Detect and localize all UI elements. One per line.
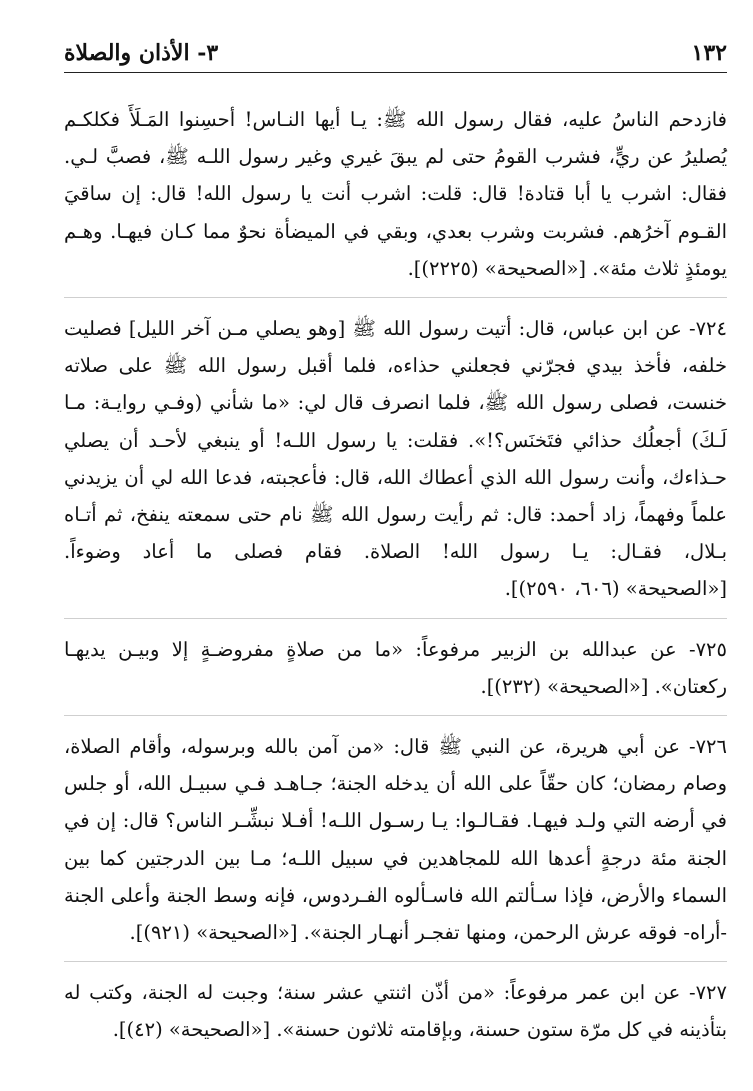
source-reference: [«الصحيحة» (٦٠٦، ٢٥٩٠)]. (504, 577, 727, 601)
hadith-724 (64, 310, 727, 619)
paragraph-body: فازدحم الناسُ عليه، فقال رسول الله ﷺ: يـا أيها النـاس! أحسِنوا المَـلَأَ فكلكـم يُصليرُ عن ريٍّ، فشرب القومُ حتى لم يبقَ غيري وغير رسول اللـه ﷺ، فصبَّ لـي. فقال: اشرب يا أبا قتادة! قال: قلت: اشرب أنت يا رسول الله! قال: إن ساقيَ القـوم آخرُهم. فشربت وشرب بعدي، وبقي في الميضأة نحوٌ مما كـان فيهـا. وهـم يومئذٍ ثلاث مئة». (64, 108, 727, 280)
book-page (64, 40, 727, 1071)
running-header (64, 40, 727, 73)
hadith-725 (64, 631, 727, 716)
paragraph-body: ٧٢٧- عن ابن عمر مرفوعاً: «من أذّن اثنتي عشر سنة؛ وجبت له الجنة، وكتب له بتأذينه في كل مرّة ستون حسنة، وبإقامته ثلاثون حسنة». (64, 981, 727, 1042)
paragraph-body: ٧٢٦- عن أبي هريرة، عن النبي ﷺ قال: «من آمن بالله وبرسوله، وأقام الصلاة، وصام رمضان؛ كان حقّاً على الله أن يدخله الجنة؛ جـاهـد فـي سبيـل الله، أو جلس في أرضه التي ولـد فيهـا. فقـالـوا: يـا رسـول اللـه! أفـلا نبشِّـر الناس؟ قال: إن في الجنة مئة درجةٍ أعدها الله للمجاهدين في سبيل اللـه؛ مـا بين الدرجتين كما بين السماء والأرض، فإذا سـألتم الله فاسـألوه الفـردوس، فإنه وسط الجنة وأعلى الجنة -أراه- فوقه عرش الرحمن، ومنها تفجـر أنهـار الجنة». (64, 735, 727, 945)
paragraph-text (64, 728, 727, 951)
paragraph-continuation (64, 101, 727, 298)
hadith-727 (64, 974, 727, 1058)
paragraph-text (64, 101, 727, 287)
source-reference: [«الصحيحة» (٢٢٢٥)]. (407, 256, 586, 280)
chapter-title: ٣- الأذان والصلاة (64, 40, 219, 66)
paragraph-text (64, 974, 727, 1048)
source-reference: [«الصحيحة» (٢٣٢)]. (480, 674, 649, 698)
paragraph-text (64, 631, 727, 705)
paragraph-text (64, 310, 727, 608)
source-reference: [«الصحيحة» (٩٢١)]. (129, 921, 298, 945)
hadith-726 (64, 728, 727, 962)
source-reference: [«الصحيحة» (٤٢)]. (112, 1018, 271, 1042)
paragraph-body: ٧٢٤- عن ابن عباس، قال: أتيت رسول الله ﷺ [وهو يصلي مـن آخر الليل] فصليت خلفه، فأخذ بيدي فجرّني فجعلني حذاءه، فلما أقبل رسول الله ﷺ على صلاته خنست، فصلى رسول الله ﷺ، فلما انصرف قال لي: «ما شأني (وفـي روايـة: مـا لَـكَ) أجعلُك حذائي فتَخنَس؟!». فقلت: يا رسول اللـه! أو ينبغي لأحـد أن يصلي حـذاءك، وأنت رسول الله الذي أعطاك الله، قال: فأعجبته، فدعا الله لي أن يزيدني علماً وفهماً، زاد أحمد: قال: ثم رأيت رسول الله ﷺ نام حتى سمعته ينفخ، ثم أتـاه بـلال، فقـال: يـا رسول الله! الصلاة. فقام فصلى ما أعاد وضوءاً. (64, 317, 727, 564)
paragraph-body: ٧٢٥- عن عبدالله بن الزبير مرفوعاً: «ما من صلاةٍ مفروضـةٍ إلا وبيـن يديهـا ركعتان». (64, 637, 727, 698)
page-number: ١٣٢ (691, 40, 727, 66)
